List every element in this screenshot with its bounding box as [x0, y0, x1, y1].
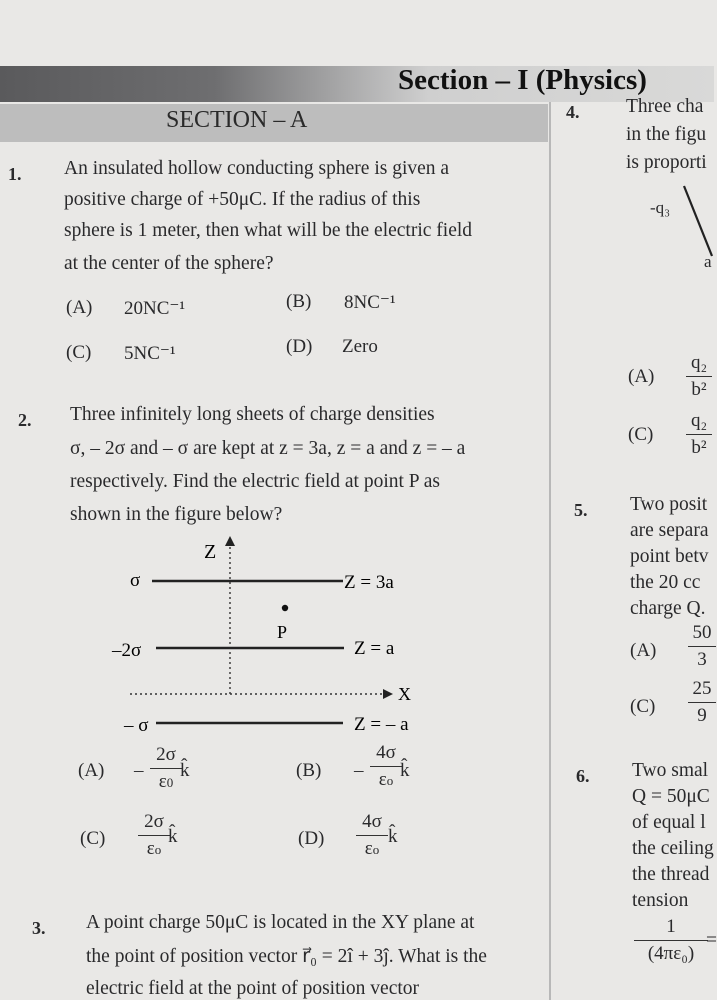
q6-line: Q = 50μC	[632, 786, 710, 807]
q4-line: Three cha	[626, 96, 704, 117]
fraction-denominator	[356, 838, 388, 860]
q2-figure	[100, 530, 430, 740]
epsilon: ε	[146, 838, 155, 859]
fraction-numerator: 2σ	[156, 744, 176, 765]
q5-option-fraction	[688, 622, 716, 671]
fraction-numerator: 25	[692, 678, 712, 699]
q6-number: 6.	[576, 766, 590, 786]
q3-line: A point charge 50μC is located in the XY plane at	[86, 912, 475, 933]
subscript: 0	[166, 775, 174, 790]
q2-line: respectively. Find the electric field at point P as	[70, 471, 441, 492]
q1-option-text: 20NC⁻¹	[124, 298, 186, 319]
q3-line: electric field at the point of position vector	[86, 978, 420, 999]
fraction-bar	[686, 434, 712, 435]
epsilon: ε	[158, 771, 167, 792]
right-column	[552, 90, 717, 1000]
q5-option-fraction	[688, 678, 716, 727]
q1-line: at the center of the sphere?	[64, 253, 274, 274]
q2-number: 2.	[18, 410, 32, 430]
q5-line: charge Q.	[630, 598, 706, 619]
q2-option-unit: k̂	[388, 826, 398, 847]
q2-option-unit: k̂	[180, 760, 190, 781]
q4-option-fraction	[686, 410, 712, 459]
q4-fig-a: a	[704, 252, 712, 271]
q6-fraction	[634, 916, 708, 965]
epsilon: ε	[378, 769, 387, 790]
z-axis-arrow-icon	[225, 536, 235, 546]
fraction-denominator: b²	[691, 379, 707, 400]
q5-line: are separa	[630, 520, 709, 541]
q4-fig-charge: -q₃	[650, 198, 671, 217]
q1-option-label: (D)	[286, 336, 313, 357]
q2-option-fraction	[150, 744, 182, 793]
point-p-label: P	[277, 622, 288, 642]
subsection-title: SECTION – A	[166, 107, 308, 133]
q5-option-label: (C)	[630, 696, 656, 717]
column-divider	[549, 102, 551, 1000]
x-axis-label: X	[398, 684, 411, 704]
q2-option-sign: –	[354, 760, 364, 781]
q2-line: shown in the figure below?	[70, 504, 283, 525]
q2-option-fraction	[356, 811, 388, 860]
q1-line: sphere is 1 meter, then what will be the electric field	[64, 220, 473, 241]
q2-option-unit: k̂	[168, 826, 178, 847]
q2-line: σ, – 2σ and – σ are kept at z = 3a, z = a and z = – a	[70, 438, 466, 459]
fraction-bar	[150, 768, 182, 769]
epsilon: ε	[364, 838, 373, 859]
q6-line: Two smal	[632, 760, 709, 781]
q4-option-label: (A)	[628, 366, 655, 387]
point-p-marker	[282, 605, 288, 611]
q3-number: 3.	[32, 918, 46, 938]
section-title: Section – I (Physics)	[398, 64, 647, 96]
q1-line: positive charge of +50μC. If the radius of this	[64, 189, 421, 210]
q1-option-text: 8NC⁻¹	[344, 292, 396, 313]
fraction-bar	[634, 940, 708, 941]
fraction-numerator: q₂	[690, 352, 708, 373]
fraction-bar	[686, 376, 712, 377]
q6-equals: =	[706, 930, 717, 951]
q2-option-label: (C)	[80, 828, 106, 849]
q2-option-label: (B)	[296, 760, 322, 781]
q4-line: in the figu	[626, 124, 707, 145]
fraction-denominator: 3	[697, 649, 707, 670]
q2-option-fraction	[138, 811, 170, 860]
q3-line: the point of position vector r⃗₀ = 2î + 3ĵ. What is the	[86, 946, 487, 967]
fraction-bar	[138, 835, 170, 836]
q5-line: point betv	[630, 546, 709, 567]
fraction-denominator	[138, 838, 170, 860]
sheet-density: σ	[130, 570, 141, 591]
q5-line: the 20 cc	[630, 572, 701, 593]
q4-option-label: (C)	[628, 424, 654, 445]
q1-option-label: (B)	[286, 291, 312, 312]
q1-option-text: 5NC⁻¹	[124, 343, 176, 364]
sheet-position: Z = 3a	[344, 572, 394, 593]
sheet-density: – σ	[124, 715, 149, 736]
fraction-bar	[688, 646, 716, 647]
fraction-numerator: 50	[692, 622, 712, 643]
fraction-denominator: 9	[697, 705, 707, 726]
q6-line: the thread	[632, 864, 710, 885]
q1-number: 1.	[8, 164, 22, 184]
subscript: o	[372, 842, 380, 857]
z-axis-label: Z	[204, 541, 217, 563]
x-axis-arrow-icon	[383, 689, 393, 699]
fraction-bar	[356, 835, 388, 836]
fraction-denominator	[370, 769, 402, 791]
q2-option-label: (D)	[298, 828, 325, 849]
fraction-numerator: q₂	[690, 410, 708, 431]
fraction-denominator: (4πε₀)	[647, 943, 695, 964]
fraction-numerator: 1	[666, 916, 676, 937]
sheet-position: Z = – a	[354, 714, 409, 735]
q5-number: 5.	[574, 500, 588, 520]
q2-option-unit: k̂	[400, 760, 410, 781]
fraction-bar	[370, 766, 402, 767]
q6-line: of equal l	[632, 812, 706, 833]
q1-line: An insulated hollow conducting sphere is given a	[64, 158, 450, 179]
q2-option-sign: –	[134, 760, 144, 781]
q4-option-fraction	[686, 352, 712, 401]
sheet-density: –2σ	[112, 640, 142, 661]
q1-option-label: (A)	[66, 297, 93, 318]
fraction-numerator: 4σ	[362, 811, 382, 832]
subscript: o	[386, 773, 394, 788]
fraction-numerator: 4σ	[376, 742, 396, 763]
subscript: o	[154, 842, 162, 857]
q2-option-fraction	[370, 742, 402, 791]
q6-line: the ceiling	[632, 838, 714, 859]
q2-option-label: (A)	[78, 760, 105, 781]
fraction-bar	[688, 702, 716, 703]
q1-option-text: Zero	[342, 336, 378, 357]
fraction-denominator: b²	[691, 437, 707, 458]
q5-option-label: (A)	[630, 640, 657, 661]
q2-line: Three infinitely long sheets of charge densities	[70, 404, 435, 425]
q5-line: Two posit	[630, 494, 708, 515]
sheet-position: Z = a	[354, 638, 395, 659]
fraction-denominator	[150, 771, 182, 793]
q6-line: tension	[632, 890, 689, 911]
q4-line: is proporti	[626, 152, 707, 173]
q4-number: 4.	[566, 102, 580, 122]
q1-option-label: (C)	[66, 342, 92, 363]
fraction-numerator: 2σ	[144, 811, 164, 832]
